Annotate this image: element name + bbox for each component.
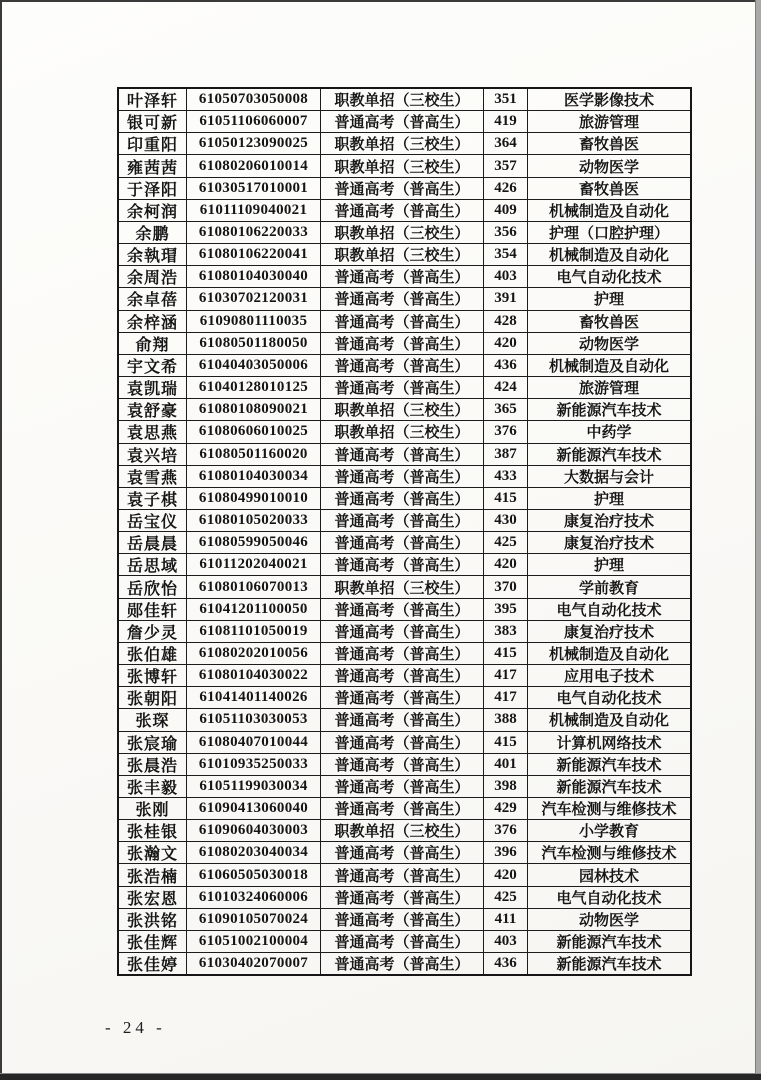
table-row	[119, 798, 690, 820]
score-cell: 426	[484, 178, 528, 199]
exam_id-cell: 61080106070013	[187, 576, 321, 597]
table-row	[119, 155, 690, 177]
exam_id-cell: 61090105070024	[187, 909, 321, 930]
exam_type-cell: 普通高考（普高生）	[321, 754, 484, 775]
major-cell: 机械制造及自动化	[548, 358, 669, 375]
name-cell: 詹少灵	[119, 621, 187, 642]
score-cell: 401	[484, 754, 528, 775]
major-cell: 新能源汽车技术	[556, 447, 662, 464]
name-cell: 余執瑁	[119, 244, 187, 265]
name-cell: 袁思燕	[119, 421, 187, 442]
table-row	[119, 466, 690, 488]
exam_id-cell: 61041201100050	[187, 599, 321, 620]
exam_id-cell: 61080206010014	[187, 155, 321, 176]
exam_type-cell: 普通高考（普高生）	[321, 532, 484, 553]
name-cell: 张朝阳	[119, 687, 187, 708]
table-row	[119, 510, 690, 532]
score-cell: 356	[484, 222, 528, 243]
table-row	[119, 576, 690, 598]
major-cell: 动物医学	[578, 336, 639, 353]
score-cell: 417	[484, 687, 528, 708]
major-cell: 汽车检测与维修技术	[541, 846, 677, 863]
score-cell: 415	[484, 488, 528, 509]
exam_type-cell: 普通高考（普高生）	[321, 687, 484, 708]
exam_id-cell: 61051103030053	[187, 709, 321, 730]
name-cell: 张佳婷	[119, 953, 187, 974]
major-cell: 护理（口腔护理）	[548, 226, 669, 243]
score-cell: 419	[484, 111, 528, 132]
table-row	[119, 931, 690, 953]
major-cell: 旅游管理	[578, 115, 639, 132]
name-cell: 袁雪燕	[119, 466, 187, 487]
exam_id-cell: 61040403050006	[187, 355, 321, 376]
score-cell: 387	[484, 444, 528, 465]
exam_type-cell: 普通高考（普高生）	[321, 554, 484, 575]
major-cell: 医学影像技术	[563, 93, 654, 110]
name-cell: 张瀚文	[119, 842, 187, 863]
exam_id-cell: 61080106220033	[187, 222, 321, 243]
major-cell: 机械制造及自动化	[548, 646, 669, 663]
table-row	[119, 621, 690, 643]
score-cell: 365	[484, 399, 528, 420]
scan-edge-top	[0, 0, 761, 2]
exam_id-cell: 61080202010056	[187, 643, 321, 664]
exam_type-cell: 普通高考（普高生）	[321, 643, 484, 664]
name-cell: 张浩楠	[119, 864, 187, 885]
major-cell: 康复治疗技术	[563, 536, 654, 553]
score-cell: 376	[484, 820, 528, 841]
major-cell: 机械制造及自动化	[548, 248, 669, 265]
table-row	[119, 864, 690, 886]
name-cell: 于泽阳	[119, 178, 187, 199]
exam_id-cell: 61080106220041	[187, 244, 321, 265]
major-cell: 小学教育	[578, 824, 639, 841]
exam_type-cell: 普通高考（普高生）	[321, 111, 484, 132]
major-cell: 大数据与会计	[563, 469, 654, 486]
exam_type-cell: 普通高考（普高生）	[321, 887, 484, 908]
exam_type-cell: 普通高考（普高生）	[321, 510, 484, 531]
name-cell: 余鹏	[119, 222, 187, 243]
exam_id-cell: 61090801110035	[187, 311, 321, 332]
table-row	[119, 953, 690, 974]
major-cell: 动物医学	[578, 912, 639, 929]
table-row	[119, 643, 690, 665]
table-row	[119, 842, 690, 864]
scan-edge-bottom	[0, 1073, 761, 1080]
major-cell: 新能源汽车技术	[556, 757, 662, 774]
exam_id-cell: 61080105020033	[187, 510, 321, 531]
score-cell: 415	[484, 732, 528, 753]
exam_id-cell: 61080499010010	[187, 488, 321, 509]
name-cell: 岳思域	[119, 554, 187, 575]
score-cell: 351	[484, 89, 528, 110]
major-cell: 电气自动化技术	[556, 270, 662, 287]
score-cell: 429	[484, 798, 528, 819]
table-row	[119, 266, 690, 288]
exam_type-cell: 职教单招（三校生）	[321, 421, 484, 442]
table-row	[119, 222, 690, 244]
exam_type-cell: 普通高考（普高生）	[321, 266, 484, 287]
score-cell: 403	[484, 266, 528, 287]
name-cell: 张佳辉	[119, 931, 187, 952]
score-cell: 364	[484, 133, 528, 154]
exam_type-cell: 普通高考（普高生）	[321, 355, 484, 376]
score-cell: 396	[484, 842, 528, 863]
score-cell: 411	[484, 909, 528, 930]
exam_type-cell: 普通高考（普高生）	[321, 798, 484, 819]
table-row	[119, 244, 690, 266]
major-cell: 学前教育	[578, 580, 639, 597]
exam_type-cell: 普通高考（普高生）	[321, 444, 484, 465]
exam_id-cell: 61081101050019	[187, 621, 321, 642]
table-row	[119, 133, 690, 155]
major-cell: 畜牧兽医	[578, 137, 639, 154]
table-row	[119, 665, 690, 687]
exam_type-cell: 普通高考（普高生）	[321, 178, 484, 199]
exam_id-cell: 61040128010125	[187, 377, 321, 398]
name-cell: 雍茜茜	[119, 155, 187, 176]
table-row	[119, 444, 690, 466]
exam_type-cell: 普通高考（普高生）	[321, 776, 484, 797]
major-cell: 动物医学	[578, 159, 639, 176]
exam_type-cell: 职教单招（三校生）	[321, 155, 484, 176]
major-cell: 畜牧兽医	[578, 314, 639, 331]
score-cell: 425	[484, 887, 528, 908]
score-cell: 388	[484, 709, 528, 730]
name-cell: 张桂银	[119, 820, 187, 841]
table-row	[119, 554, 690, 576]
table-row	[119, 111, 690, 133]
exam_type-cell: 普通高考（普高生）	[321, 599, 484, 620]
table-row	[119, 488, 690, 510]
major-cell: 园林技术	[578, 868, 639, 885]
exam_type-cell: 普通高考（普高生）	[321, 953, 484, 974]
name-cell: 银可新	[119, 111, 187, 132]
table-row	[119, 709, 690, 731]
major-cell: 新能源汽车技术	[556, 935, 662, 952]
major-cell: 新能源汽车技术	[556, 779, 662, 796]
score-cell: 415	[484, 643, 528, 664]
exam_id-cell: 61080104030022	[187, 665, 321, 686]
table-row	[119, 820, 690, 842]
name-cell: 张伯雄	[119, 643, 187, 664]
name-cell: 袁兴培	[119, 444, 187, 465]
score-cell: 398	[484, 776, 528, 797]
name-cell: 张丰毅	[119, 776, 187, 797]
name-cell: 余周浩	[119, 266, 187, 287]
exam_id-cell: 61050703050008	[187, 89, 321, 110]
major-cell: 旅游管理	[578, 381, 639, 398]
table-row	[119, 311, 690, 333]
score-cell: 436	[484, 355, 528, 376]
table-row	[119, 909, 690, 931]
major-cell: 康复治疗技术	[563, 624, 654, 641]
scan-edge-right	[755, 0, 761, 1080]
name-cell: 叶泽轩	[119, 89, 187, 110]
exam_type-cell: 职教单招（三校生）	[321, 244, 484, 265]
exam_id-cell: 61051002100004	[187, 931, 321, 952]
table-row	[119, 333, 690, 355]
exam_type-cell: 职教单招（三校生）	[321, 89, 484, 110]
admission-table	[117, 87, 692, 976]
exam_id-cell: 61080407010044	[187, 732, 321, 753]
name-cell: 张宸瑜	[119, 732, 187, 753]
score-cell: 391	[484, 288, 528, 309]
exam_type-cell: 职教单招（三校生）	[321, 133, 484, 154]
score-cell: 436	[484, 953, 528, 974]
score-cell: 420	[484, 554, 528, 575]
exam_type-cell: 普通高考（普高生）	[321, 200, 484, 221]
table-row	[119, 421, 690, 443]
major-cell: 护理	[593, 292, 624, 309]
exam_id-cell: 61010324060006	[187, 887, 321, 908]
major-cell: 电气自动化技术	[556, 890, 662, 907]
name-cell: 余柯润	[119, 200, 187, 221]
table-row	[119, 399, 690, 421]
name-cell: 张琛	[119, 709, 187, 730]
major-cell: 畜牧兽医	[578, 181, 639, 198]
score-cell: 370	[484, 576, 528, 597]
exam_id-cell: 61080501160020	[187, 444, 321, 465]
score-cell: 420	[484, 864, 528, 885]
exam_type-cell: 普通高考（普高生）	[321, 621, 484, 642]
score-cell: 403	[484, 931, 528, 952]
exam_id-cell: 61011202040021	[187, 554, 321, 575]
exam_type-cell: 普通高考（普高生）	[321, 665, 484, 686]
exam_id-cell: 61051106060007	[187, 111, 321, 132]
name-cell: 岳晨晨	[119, 532, 187, 553]
major-cell: 计算机网络技术	[556, 735, 662, 752]
exam_type-cell: 普通高考（普高生）	[321, 488, 484, 509]
table-row	[119, 532, 690, 554]
table-row	[119, 377, 690, 399]
exam_type-cell: 普通高考（普高生）	[321, 311, 484, 332]
name-cell: 岳宝仪	[119, 510, 187, 531]
table-row	[119, 732, 690, 754]
name-cell: 余卓蓓	[119, 288, 187, 309]
name-cell: 宇文希	[119, 355, 187, 376]
exam_id-cell: 61030702120031	[187, 288, 321, 309]
exam_type-cell: 普通高考（普高生）	[321, 909, 484, 930]
table-row	[119, 754, 690, 776]
major-cell: 机械制造及自动化	[548, 713, 669, 730]
score-cell: 354	[484, 244, 528, 265]
score-cell: 433	[484, 466, 528, 487]
major-cell: 新能源汽车技术	[556, 957, 662, 974]
score-cell: 376	[484, 421, 528, 442]
name-cell: 张晨浩	[119, 754, 187, 775]
name-cell: 张博轩	[119, 665, 187, 686]
name-cell: 张洪铭	[119, 909, 187, 930]
score-cell: 424	[484, 377, 528, 398]
name-cell: 袁子棋	[119, 488, 187, 509]
table-row	[119, 687, 690, 709]
name-cell: 袁舒豪	[119, 399, 187, 420]
name-cell: 余梓涵	[119, 311, 187, 332]
score-cell: 417	[484, 665, 528, 686]
exam_type-cell: 职教单招（三校生）	[321, 820, 484, 841]
exam_id-cell: 61080606010025	[187, 421, 321, 442]
major-cell: 电气自动化技术	[556, 602, 662, 619]
score-cell: 357	[484, 155, 528, 176]
scan-edge-left	[0, 0, 2, 1080]
exam_type-cell: 普通高考（普高生）	[321, 377, 484, 398]
exam_type-cell: 普通高考（普高生）	[321, 864, 484, 885]
exam_id-cell: 61080104030034	[187, 466, 321, 487]
exam_id-cell: 61030402070007	[187, 953, 321, 974]
exam_id-cell: 61050123090025	[187, 133, 321, 154]
exam_type-cell: 普通高考（普高生）	[321, 466, 484, 487]
exam_id-cell: 61041401140026	[187, 687, 321, 708]
score-cell: 428	[484, 311, 528, 332]
exam_type-cell: 普通高考（普高生）	[321, 288, 484, 309]
exam_id-cell: 61011109040021	[187, 200, 321, 221]
exam_type-cell: 普通高考（普高生）	[321, 709, 484, 730]
table-row	[119, 776, 690, 798]
name-cell: 张宏恩	[119, 887, 187, 908]
exam_id-cell: 61030517010001	[187, 178, 321, 199]
score-cell: 409	[484, 200, 528, 221]
table-row	[119, 887, 690, 909]
table-row	[119, 89, 690, 111]
exam_id-cell: 61080501180050	[187, 333, 321, 354]
name-cell: 袁凯瑞	[119, 377, 187, 398]
major-cell: 护理	[593, 491, 624, 508]
exam_type-cell: 职教单招（三校生）	[321, 399, 484, 420]
name-cell: 岳欣怡	[119, 576, 187, 597]
major-cell: 康复治疗技术	[563, 514, 654, 531]
exam_id-cell: 61090413060040	[187, 798, 321, 819]
exam_type-cell: 普通高考（普高生）	[321, 931, 484, 952]
exam_type-cell: 职教单招（三校生）	[321, 576, 484, 597]
exam_type-cell: 职教单招（三校生）	[321, 222, 484, 243]
exam_type-cell: 普通高考（普高生）	[321, 842, 484, 863]
name-cell: 俞翔	[119, 333, 187, 354]
score-cell: 395	[484, 599, 528, 620]
page-number: - 24 -	[105, 1018, 166, 1037]
exam_id-cell: 61051199030034	[187, 776, 321, 797]
score-cell: 383	[484, 621, 528, 642]
exam_id-cell: 61080599050046	[187, 532, 321, 553]
exam_id-cell: 61080104030040	[187, 266, 321, 287]
table-row	[119, 178, 690, 200]
major-cell: 中药学	[586, 425, 632, 442]
table-row	[119, 599, 690, 621]
table-row	[119, 288, 690, 310]
exam_id-cell: 61080203040034	[187, 842, 321, 863]
exam_id-cell: 61080108090021	[187, 399, 321, 420]
score-cell: 420	[484, 333, 528, 354]
major-cell: 新能源汽车技术	[556, 403, 662, 420]
exam_id-cell: 61060505030018	[187, 864, 321, 885]
name-cell: 郧佳轩	[119, 599, 187, 620]
exam_id-cell: 61090604030003	[187, 820, 321, 841]
major-cell: 电气自动化技术	[556, 691, 662, 708]
score-cell: 425	[484, 532, 528, 553]
major-cell: 护理	[593, 558, 624, 575]
score-cell: 430	[484, 510, 528, 531]
name-cell: 张刚	[119, 798, 187, 819]
exam_id-cell: 61010935250033	[187, 754, 321, 775]
name-cell: 印重阳	[119, 133, 187, 154]
major-cell: 汽车检测与维修技术	[541, 802, 677, 819]
exam_type-cell: 普通高考（普高生）	[321, 732, 484, 753]
major-cell: 应用电子技术	[563, 669, 654, 686]
table-row	[119, 355, 690, 377]
table-row	[119, 200, 690, 222]
exam_type-cell: 普通高考（普高生）	[321, 333, 484, 354]
major-cell: 机械制造及自动化	[548, 203, 669, 220]
